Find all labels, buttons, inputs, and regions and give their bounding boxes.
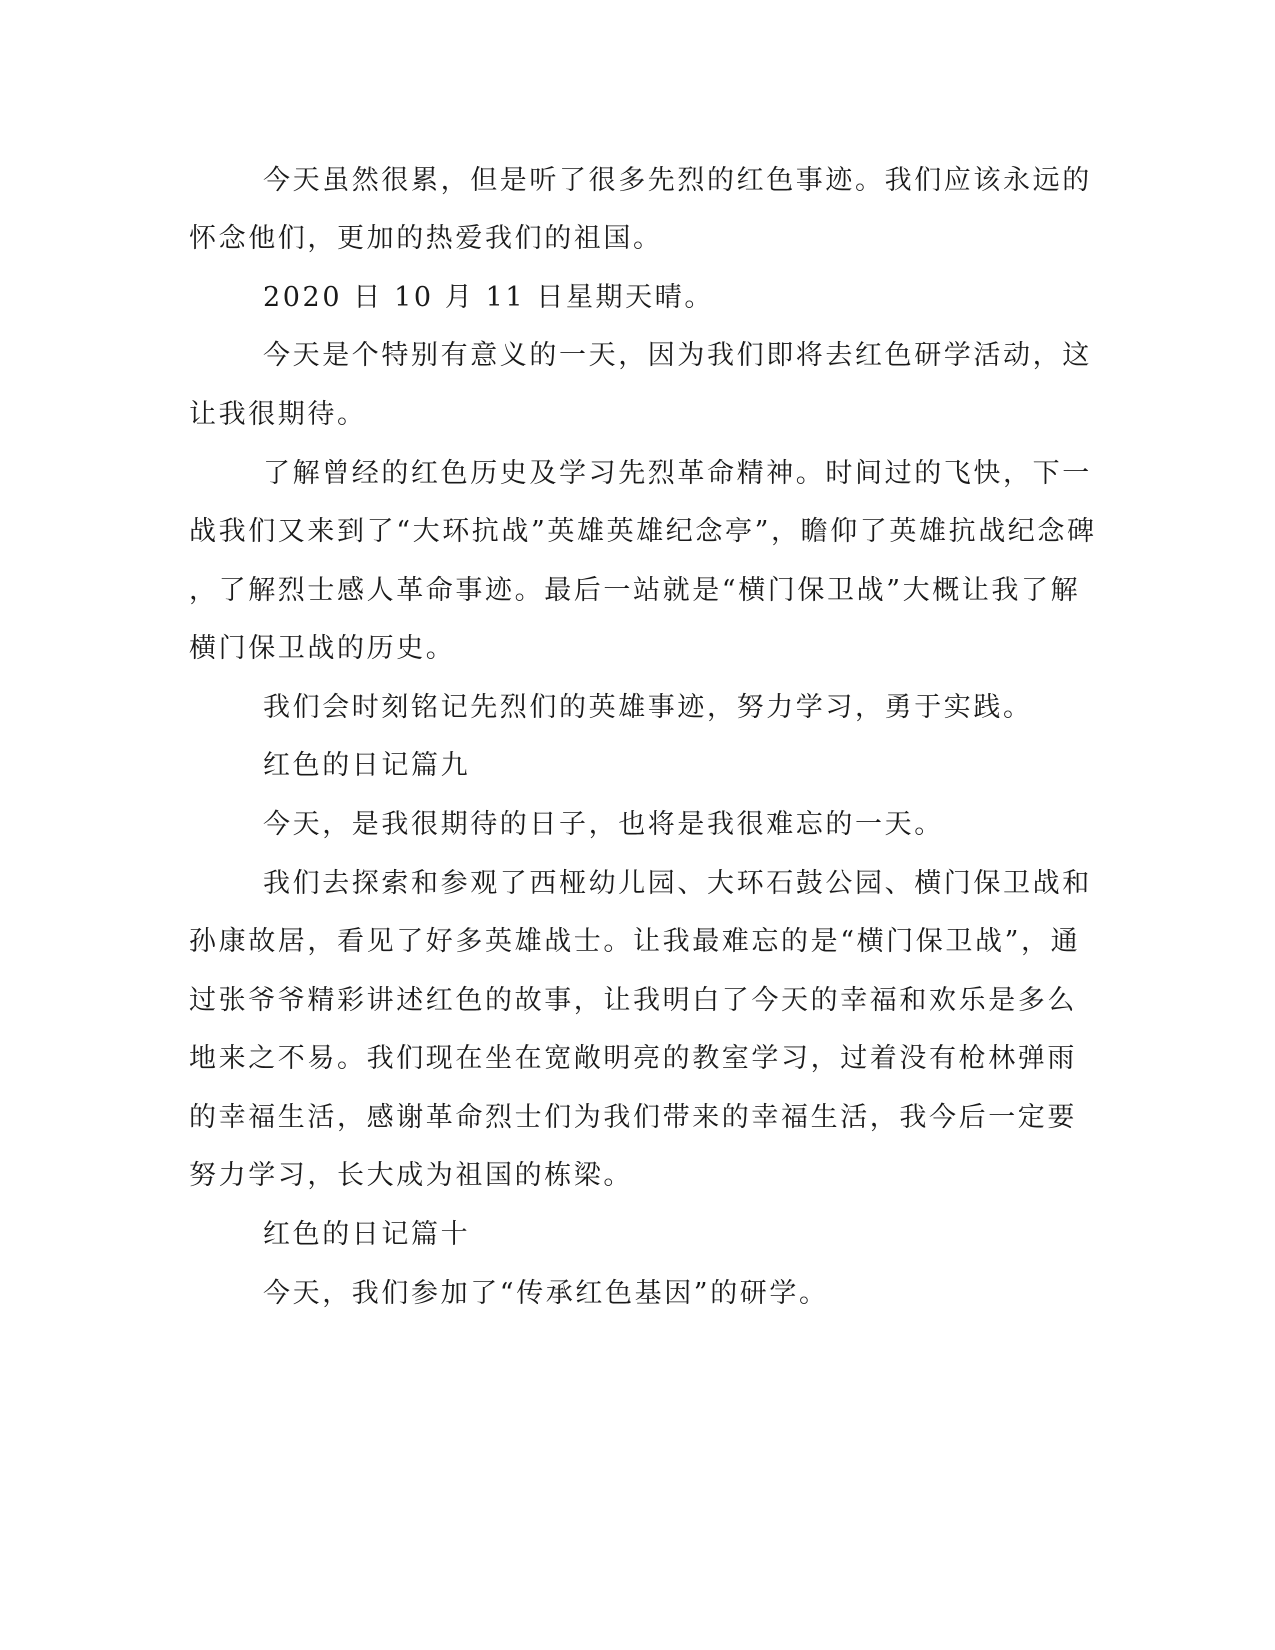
paragraph-line: 今天是个特别有意义的一天，因为我们即将去红色研学活动，这 xyxy=(263,340,1092,371)
paragraph-line: 孙康故居，看见了好多英雄战士。让我最难忘的是“横门保卫战”，通 xyxy=(189,926,1081,957)
paragraph-line: 我们去探索和参观了西桠幼儿园、大环石鼓公园、横门保卫战和 xyxy=(263,868,1092,899)
date-line: 2020 日 10 月 11 日星期天晴。 xyxy=(263,282,714,313)
paragraph-line: 今天，是我很期待的日子，也将是我很难忘的一天。 xyxy=(263,809,944,840)
section-heading: 红色的日记篇十 xyxy=(263,1219,471,1250)
paragraph-line: 地来之不易。我们现在坐在宽敞明亮的教室学习，过着没有枪林弹雨 xyxy=(189,1043,1077,1074)
paragraph-line: 横门保卫战的历史。 xyxy=(189,633,456,664)
paragraph-line: 我们会时刻铭记先烈们的英雄事迹，努力学习，勇于实践。 xyxy=(263,692,1033,723)
paragraph-line: 今天，我们参加了“传承红色基因”的研学。 xyxy=(263,1278,829,1309)
section-heading: 红色的日记篇九 xyxy=(263,750,471,781)
paragraph-line: ，了解烈士感人革命事迹。最后一站就是“横门保卫战”大概让我了解 xyxy=(189,575,1081,606)
paragraph-line: 今天虽然很累，但是听了很多先烈的红色事迹。我们应该永远的 xyxy=(263,165,1092,196)
paragraph-line: 的幸福生活，感谢革命烈士们为我们带来的幸福生活，我今后一定要 xyxy=(189,1102,1077,1133)
paragraph-line: 过张爷爷精彩讲述红色的故事，让我明白了今天的幸福和欢乐是多么 xyxy=(189,985,1077,1016)
paragraph-line: 了解曾经的红色历史及学习先烈革命精神。时间过的飞快，下一 xyxy=(263,458,1092,489)
paragraph-line: 让我很期待。 xyxy=(189,399,367,430)
paragraph-line: 战我们又来到了“大环抗战”英雄英雄纪念亭”，瞻仰了英雄抗战纪念碑 xyxy=(189,516,1097,547)
paragraph-line: 努力学习，长大成为祖国的栋梁。 xyxy=(189,1160,633,1191)
paragraph-line: 怀念他们，更加的热爱我们的祖国。 xyxy=(189,223,663,254)
